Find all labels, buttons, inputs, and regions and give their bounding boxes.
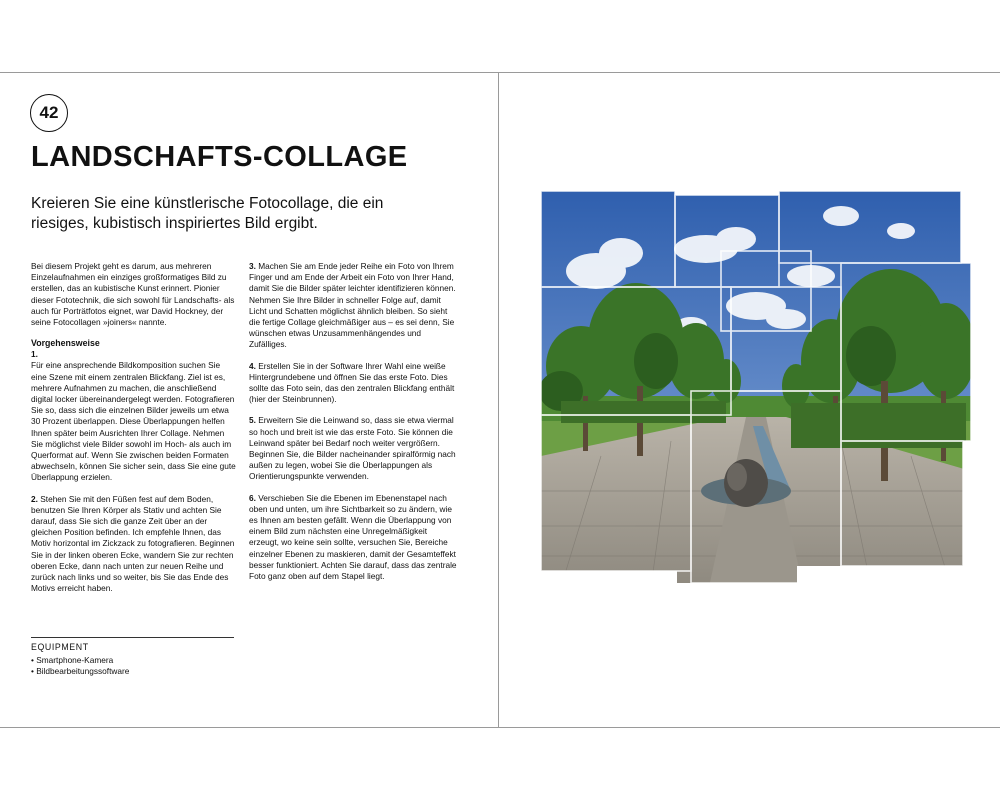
- step-1: [31, 349, 236, 483]
- text-column-left: [31, 261, 236, 604]
- step-number: 2.: [31, 493, 38, 504]
- step-number: 5.: [249, 415, 256, 426]
- step-text: Stehen Sie mit den Füßen fest auf dem Boden, benutzen Sie Ihren Körper als Stativ und achten Sie darauf, dass Sie sich die ganze Zeit über an der gleichen Position befinden. Ich empfehle Ihnen, das Motiv horizontal im Zickzack zu fotografieren. Beginnen Sie in der linken oberen Ecke, wandern Sie zur rechten oberen Ecke, dann nach unten zur neuen Reihe und zurück nach links und so weiter, bis Sie das Ende des Motivs erreicht haben.: [31, 493, 235, 594]
- lead-paragraph: Kreieren Sie eine künstlerische Fotocollage, die ein riesiges, kubistisch inspiriertes Bild ergibt.: [31, 195, 384, 232]
- step-text: Verschieben Sie die Ebenen im Ebenenstapel nach oben und unten, um ihre Sichtbarkeit so zu ändern, wie es Ihnen am besten gefällt. Wenn die Überlappung von einem Bild zum nächsten eine Unregelmäßigkeit erzeugt, wo keine sein sollte, versuchen Sie, Bereiche einzelner Ebenen zu maskieren, damit der Gesamteffekt besser funktioniert. Achten Sie darauf, dass das zentrale Foto ganz oben auf dem Stapel liegt.: [249, 492, 457, 582]
- step-text: Machen Sie am Ende jeder Reihe ein Foto von Ihrem Finger und am Ende der Arbeit ein Foto von Ihrer Hand, damit Sie die Bilder später leichter identifizieren können. Nehmen Sie Ihre Bilder in schneller Folge auf, damit Licht und Schatten möglichst ähnlich bleiben. So sieht die fertige Collage gleichmäßiger aus – es sei denn, Sie wünschen etwas Unzusammenhängendes und Zufälliges.: [249, 261, 456, 350]
- procedure-heading: Vorgehensweise: [31, 338, 100, 349]
- text-column-right: [249, 261, 457, 592]
- page-title: LANDSCHAFTS-COLLAGE: [31, 141, 408, 173]
- equipment-item: • Smartphone-Kamera: [31, 654, 114, 665]
- step-text: Für eine ansprechende Bildkomposition suchen Sie eine Szene mit einem zentralen Blickfang. Ziel ist es, mehrere Aufnahmen zu machen, die anschließend digital locker übereinandergelegt werden. Fotografieren Sie so, dass sich die einzelnen Bilder jeweils um etwa 30 Prozent überlappen. Diese Überlappungen helfen Ihnen später beim Ausrichten Ihrer Collage. Nehmen Sie möglichst viele Bilder sowohl im Hoch- als auch im Querformat auf. Wenn Sie zwischen beiden Formaten abwechseln, können Sie sicher sein, dass Sie eine gute Überlappung erzielen.: [31, 360, 236, 483]
- landscape-collage-photo: [541, 191, 971, 587]
- step-number: 3.: [249, 261, 256, 271]
- step-text: Erstellen Sie in der Software Ihrer Wahl eine weiße Hintergrundebene und öffnen Sie das erste Foto. Dies sollte das Foto sein, das den zentralen Blickfang enthält (hier der Steinbrunnen).: [249, 360, 455, 405]
- step-4: [249, 361, 457, 406]
- page-number-badge: 42: [30, 94, 68, 132]
- equipment-item: • Bildbearbeitungssoftware: [31, 666, 130, 676]
- step-2: [31, 494, 236, 595]
- right-page: [498, 72, 1000, 728]
- intro-paragraph: Bei diesem Projekt geht es darum, aus mehreren Einzelaufnahmen ein einziges großformatiges Bild zu erstellen, das an kubistische Kunst erinnert. Pionier dieser Fototechnik, die sich sowohl für Landschafts- als auch für Porträtfotos eignet, war David Hockney, der seine Fotocollagen »joiners« nannte.: [31, 261, 235, 328]
- step-number: 6.: [249, 492, 256, 503]
- step-5: [249, 415, 457, 482]
- equipment-heading: EQUIPMENT: [31, 642, 89, 652]
- book-spread: [0, 72, 1000, 728]
- step-text: Erweitern Sie die Leinwand so, dass sie etwa viermal so hoch und breit ist wie das erste Foto. Sie können die Leinwand später bei Bedarf noch weiter vergrößern. Beginnen Sie, die Bilder nacheinander spiralförmig nach außen zu legen, wobei Sie die Überlappungen als Orientierungspunkte verwenden.: [249, 415, 456, 482]
- step-number: 4.: [249, 360, 256, 371]
- step-3: [249, 261, 457, 351]
- left-page: [0, 72, 500, 728]
- step-6: [249, 493, 457, 583]
- equipment-box: [31, 637, 234, 678]
- step-number: 1.: [31, 349, 38, 360]
